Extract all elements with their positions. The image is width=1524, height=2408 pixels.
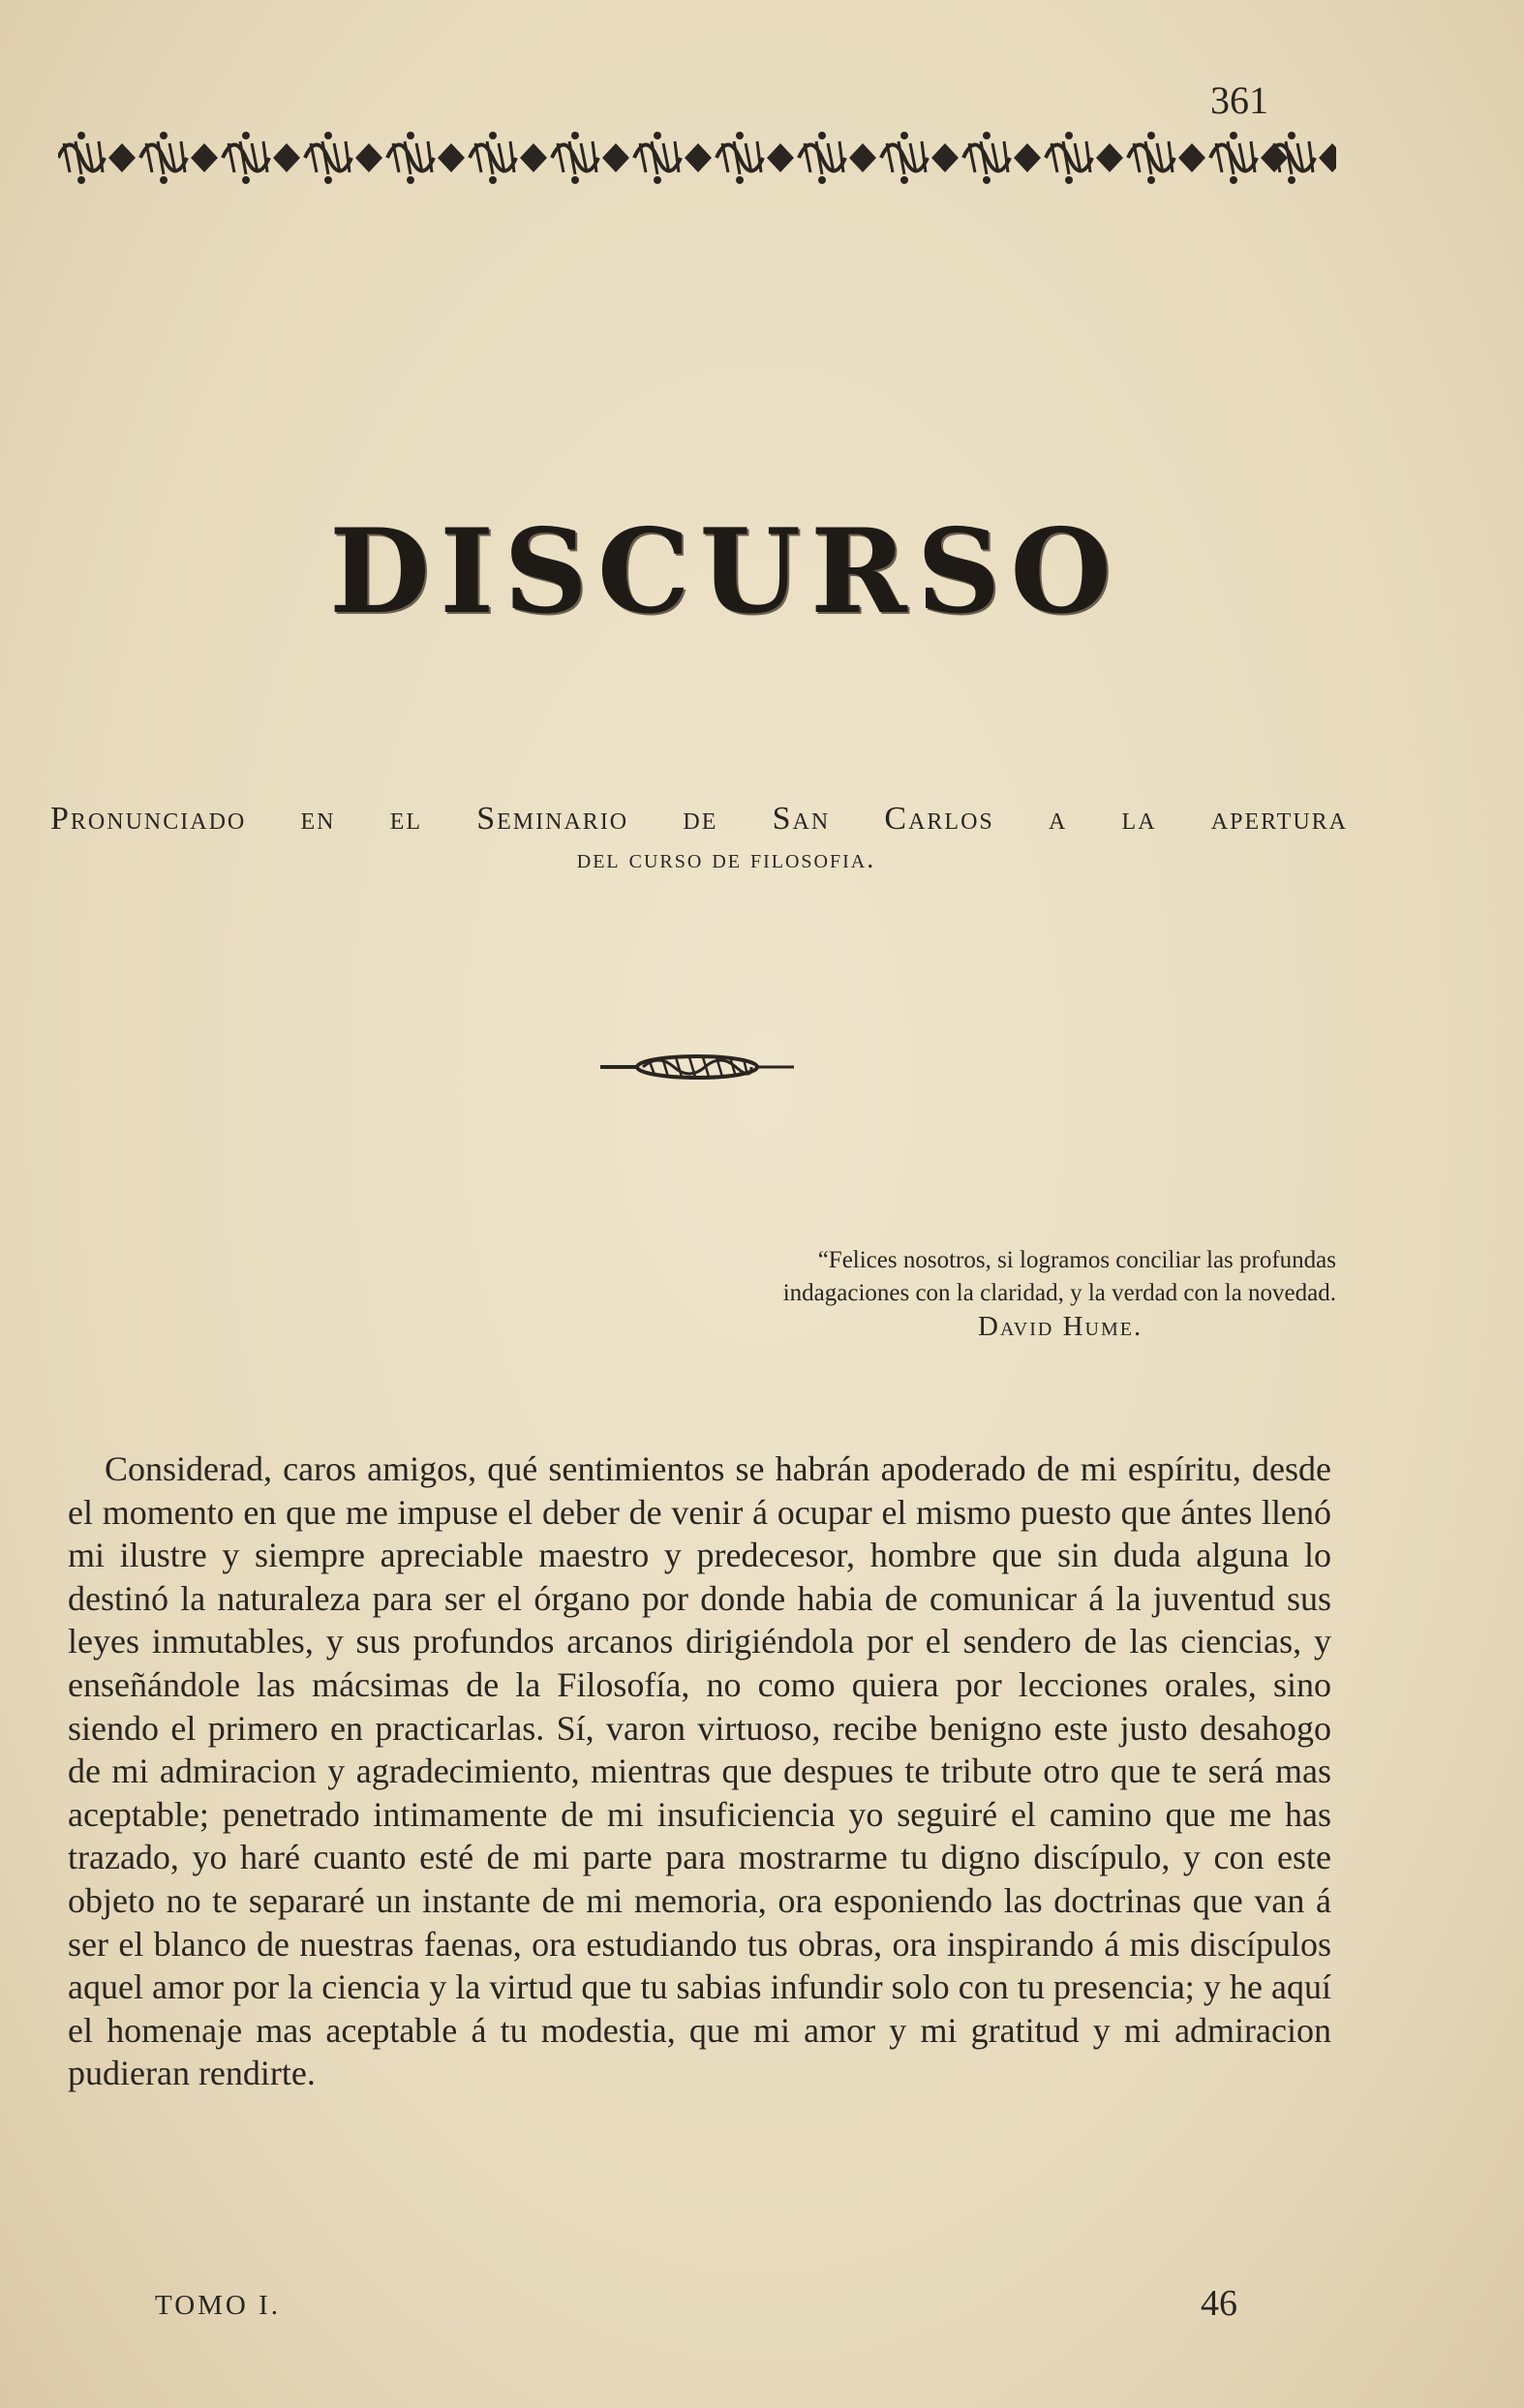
page-number: 361 xyxy=(1210,78,1268,122)
signature-mark: 46 xyxy=(1201,2283,1237,2324)
body-paragraph: Considerad, caros amigos, qué sentimientos se habrán apoderado de mi espíritu, desde el momento en que me impuse el deber de venir á ocupar el mismo puesto que ántes llenó mi ilustre y siempre apreciable maestro y predecesor, hombre que sin duda alguna lo destinó la naturaleza para ser el órgano por donde habia de comunicar á la juventud sus leyes inmutables, y sus profundos arcanos dirigiéndola por el sendero de las ciencias, y enseñándole las mácsimas de la Filosofía, no como quiera por lecciones orales, sino siendo el primero en practicarlas. Sí, varon virtuoso, recibe benigno este justo desahogo de mi admiracion y agradecimiento, mientras que despues te tribute otro que te será mas aceptable; penetrado intimamente de mi insuficiencia yo seguiré el camino que me has trazado, yo haré cuanto esté de mi parte para mostrarme tu digno discípulo, y con este objeto no te separaré un instante de mi memoria, ora esponiendo las doctrinas que van á ser el blanco de nuestras faenas, ora estudiando tus obras, ora inspirando á mis discípulos aquel amor por la ciencia y la virtud que tu sabias infundir solo con tu presencia; y he aquí el homenaje mas aceptable á tu modestia, que mi amor y mi gratitud y mi admiracion pudieran rendirte. xyxy=(68,1449,1331,2093)
divider-ornament xyxy=(600,1048,794,1086)
body-text xyxy=(68,1448,1331,2095)
epigraph xyxy=(542,1244,1336,1343)
page-title: DISCURSO xyxy=(329,503,1121,640)
epigraph-line-1: “Felices nosotros, si logramos conciliar las profundas xyxy=(817,1247,1336,1273)
subtitle-line-1: Pronunciado en el Seminario de San Carlos a la apertura xyxy=(50,801,1348,837)
epigraph-line-2: indagaciones con la claridad, y la verdad con la novedad. xyxy=(782,1280,1336,1306)
volume-label: TOMO I. xyxy=(155,2290,282,2321)
subtitle-line-2: del curso de filosofia. xyxy=(576,844,876,874)
ornamental-border xyxy=(58,124,1336,192)
epigraph-author: David Hume. xyxy=(978,1311,1143,1342)
